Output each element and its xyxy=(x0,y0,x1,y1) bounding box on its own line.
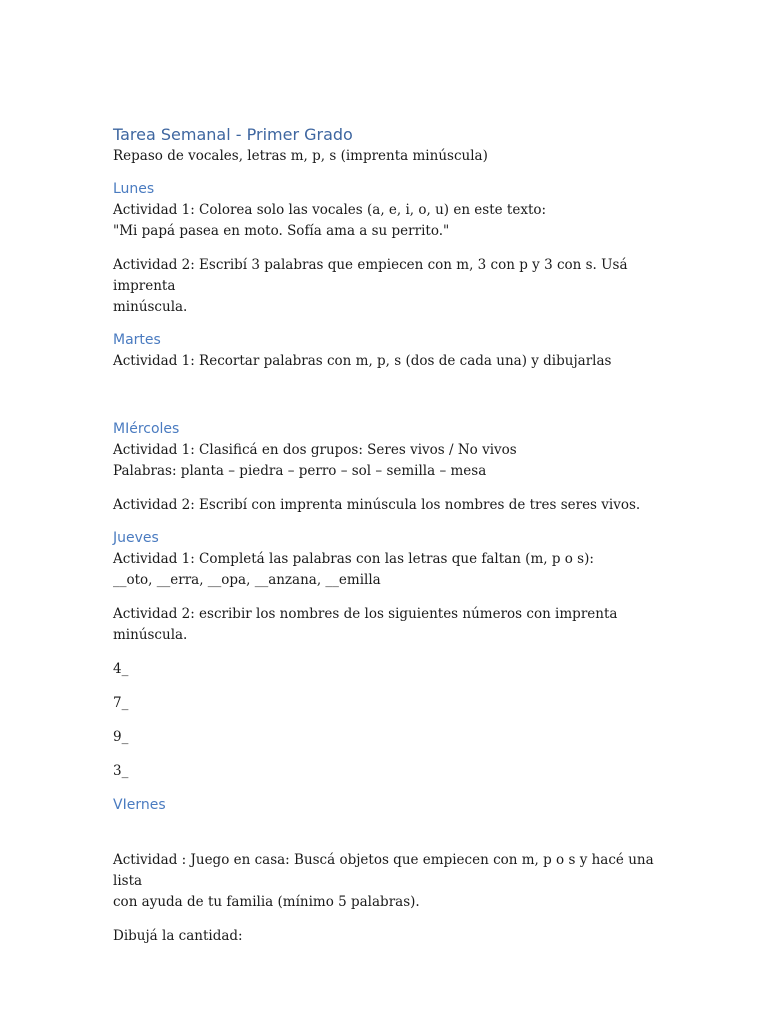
lunes-activity-1-line-1: Actividad 1: Colorea solo las vocales (a, e, i, o, u) en este texto: xyxy=(113,202,547,218)
heading-miercoles: MIércoles xyxy=(113,421,180,437)
miercoles-activity-2: Actividad 2: Escribí con imprenta minúscula los nombres de tres seres vivos. xyxy=(113,497,641,513)
martes-activity-1: Actividad 1: Recortar palabras con m, p, s (dos de cada una) y dibujarlas xyxy=(113,353,612,369)
number-item: 7_ xyxy=(113,695,129,711)
document-subtitle: Repaso de vocales, letras m, p, s (imprenta minúscula) xyxy=(113,148,488,164)
number-item: 9_ xyxy=(113,729,129,745)
jueves-activity-2-line-1: Actividad 2: escribir los nombres de los siguientes números con imprenta xyxy=(113,606,618,622)
document-title: Tarea Semanal - Primer Grado xyxy=(113,125,353,144)
miercoles-activity-1-line-2: Palabras: planta – piedra – perro – sol – semilla – mesa xyxy=(113,463,487,479)
lunes-activity-2-line-1: Actividad 2: Escribí 3 palabras que empiecen con m, 3 con p y 3 con s. Usá imprenta xyxy=(113,257,628,294)
jueves-activity-1-line-1: Actividad 1: Completá las palabras con las letras que faltan (m, p o s): xyxy=(113,551,594,567)
number-item: 4_ xyxy=(113,661,129,677)
number-item: 3_ xyxy=(113,763,129,779)
heading-jueves: Jueves xyxy=(113,530,159,546)
document-page xyxy=(113,124,673,947)
jueves-activity-2-line-2: minúscula. xyxy=(113,627,188,643)
heading-martes: Martes xyxy=(113,332,161,348)
heading-lunes: Lunes xyxy=(113,181,155,197)
viernes-activity-line-1: Actividad : Juego en casa: Buscá objetos que empiecen con m, p o s y hacé una lista xyxy=(113,852,654,889)
lunes-activity-2-line-2: minúscula. xyxy=(113,299,188,315)
viernes-activity-line-2: con ayuda de tu familia (mínimo 5 palabras). xyxy=(113,894,420,910)
jueves-activity-1-line-2: __oto, __erra, __opa, __anzana, __emilla xyxy=(113,572,381,588)
heading-viernes: VIernes xyxy=(113,797,166,813)
miercoles-activity-1-line-1: Actividad 1: Clasificá en dos grupos: Seres vivos / No vivos xyxy=(113,442,517,458)
viernes-draw-instruction: Dibujá la cantidad: xyxy=(113,928,243,944)
lunes-activity-1-line-2: "Mi papá pasea en moto. Sofía ama a su perrito." xyxy=(113,223,450,239)
